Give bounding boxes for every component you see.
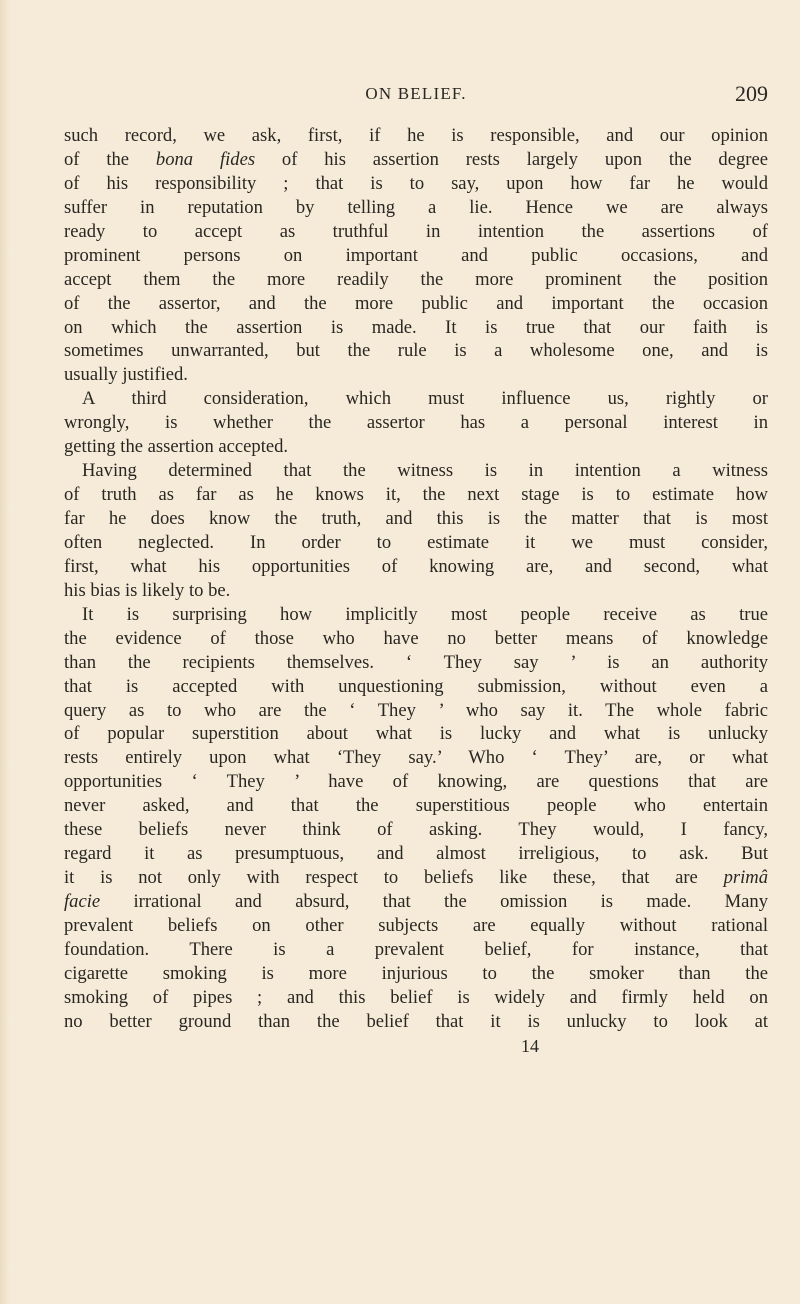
text-line: rests entirely upon what ‘They say.’ Who ‘ They’ are, or what bbox=[64, 747, 768, 769]
text-line: of the bona fides of his assertion rests largely upon the degree bbox=[64, 148, 768, 170]
text-line: on which the assertion is made. It is true that our faith is bbox=[64, 316, 768, 338]
text-line: It is surprising how implicitly most people receive as true bbox=[82, 603, 768, 625]
text-line: A third consideration, which must influence us, rightly or bbox=[82, 388, 768, 410]
text-line: prevalent beliefs on other subjects are equally without rational bbox=[64, 914, 768, 936]
running-title: ON BELIEF. bbox=[365, 84, 467, 103]
page-header bbox=[64, 81, 768, 110]
text-line: far he does know the truth, and this is the matter that is most bbox=[64, 508, 768, 529]
text-line: of the assertor, and the more public and important the occasion bbox=[64, 292, 768, 314]
text-line: never asked, and that the superstitious people who entertain bbox=[64, 795, 768, 817]
text-line: these beliefs never think of asking. They would, I fancy, bbox=[64, 819, 768, 841]
signature-mark: 14 bbox=[521, 1036, 539, 1056]
text-line: opportunities ‘ They ’ have of knowing, are questions that are bbox=[64, 771, 768, 793]
text-line: such record, we ask, first, if he is responsible, and our opinion bbox=[64, 125, 768, 146]
text-line: ready to accept as truthful in intention the assertions of bbox=[64, 220, 768, 242]
text-line: Having determined that the witness is in intention a witness bbox=[82, 460, 768, 482]
text-line: of truth as far as he knows it, the next stage is to estimate how bbox=[64, 484, 768, 506]
text-line: regard it as presumptuous, and almost irreligious, to ask. But bbox=[64, 843, 768, 865]
text-line: wrongly, is whether the assertor has a personal interest in bbox=[64, 412, 768, 434]
text-line: of his responsibility ; that is to say, upon how far he would bbox=[64, 172, 768, 194]
text-line: of popular superstition about what is lucky and what is unlucky bbox=[64, 723, 768, 745]
text-line: his bias is likely to be. bbox=[64, 579, 231, 601]
text-line: the evidence of those who have no better means of knowledge bbox=[64, 627, 768, 649]
text-line: it is not only with respect to beliefs like these, that are primâ bbox=[64, 867, 768, 889]
text-line: prominent persons on important and public occasions, and bbox=[64, 244, 768, 266]
text-line: than the recipients themselves. ‘ They say ’ is an authority bbox=[64, 651, 768, 673]
text-line: accept them the more readily the more prominent the position bbox=[64, 268, 768, 290]
text-line: often neglected. In order to estimate it we must consider, bbox=[64, 531, 768, 553]
text-line: usually justified. bbox=[64, 364, 188, 386]
body-text bbox=[64, 124, 768, 1034]
text-line: cigarette smoking is more injurious to the smoker than the bbox=[64, 962, 768, 984]
text-line: no better ground than the belief that it is unlucky to look at bbox=[64, 1010, 768, 1032]
text-line: that is accepted with unquestioning submission, without even a bbox=[64, 675, 768, 697]
text-line: sometimes unwarranted, but the rule is a wholesome one, and is bbox=[64, 340, 768, 362]
text-line: facie irrational and absurd, that the omission is made. Many bbox=[64, 891, 768, 912]
page-number: 209 bbox=[735, 81, 768, 106]
page-edge bbox=[0, 0, 10, 1304]
text-line: getting the assertion accepted. bbox=[64, 436, 289, 458]
text-line: smoking of pipes ; and this belief is widely and firmly held on bbox=[64, 986, 768, 1008]
text-line: query as to who are the ‘ They ’ who say it. The whole fabric bbox=[64, 699, 768, 721]
text-line: suffer in reputation by telling a lie. Hence we are always bbox=[64, 196, 768, 218]
text-line: first, what his opportunities of knowing are, and second, what bbox=[64, 555, 768, 577]
text-line: foundation. There is a prevalent belief, for instance, that bbox=[64, 938, 768, 960]
